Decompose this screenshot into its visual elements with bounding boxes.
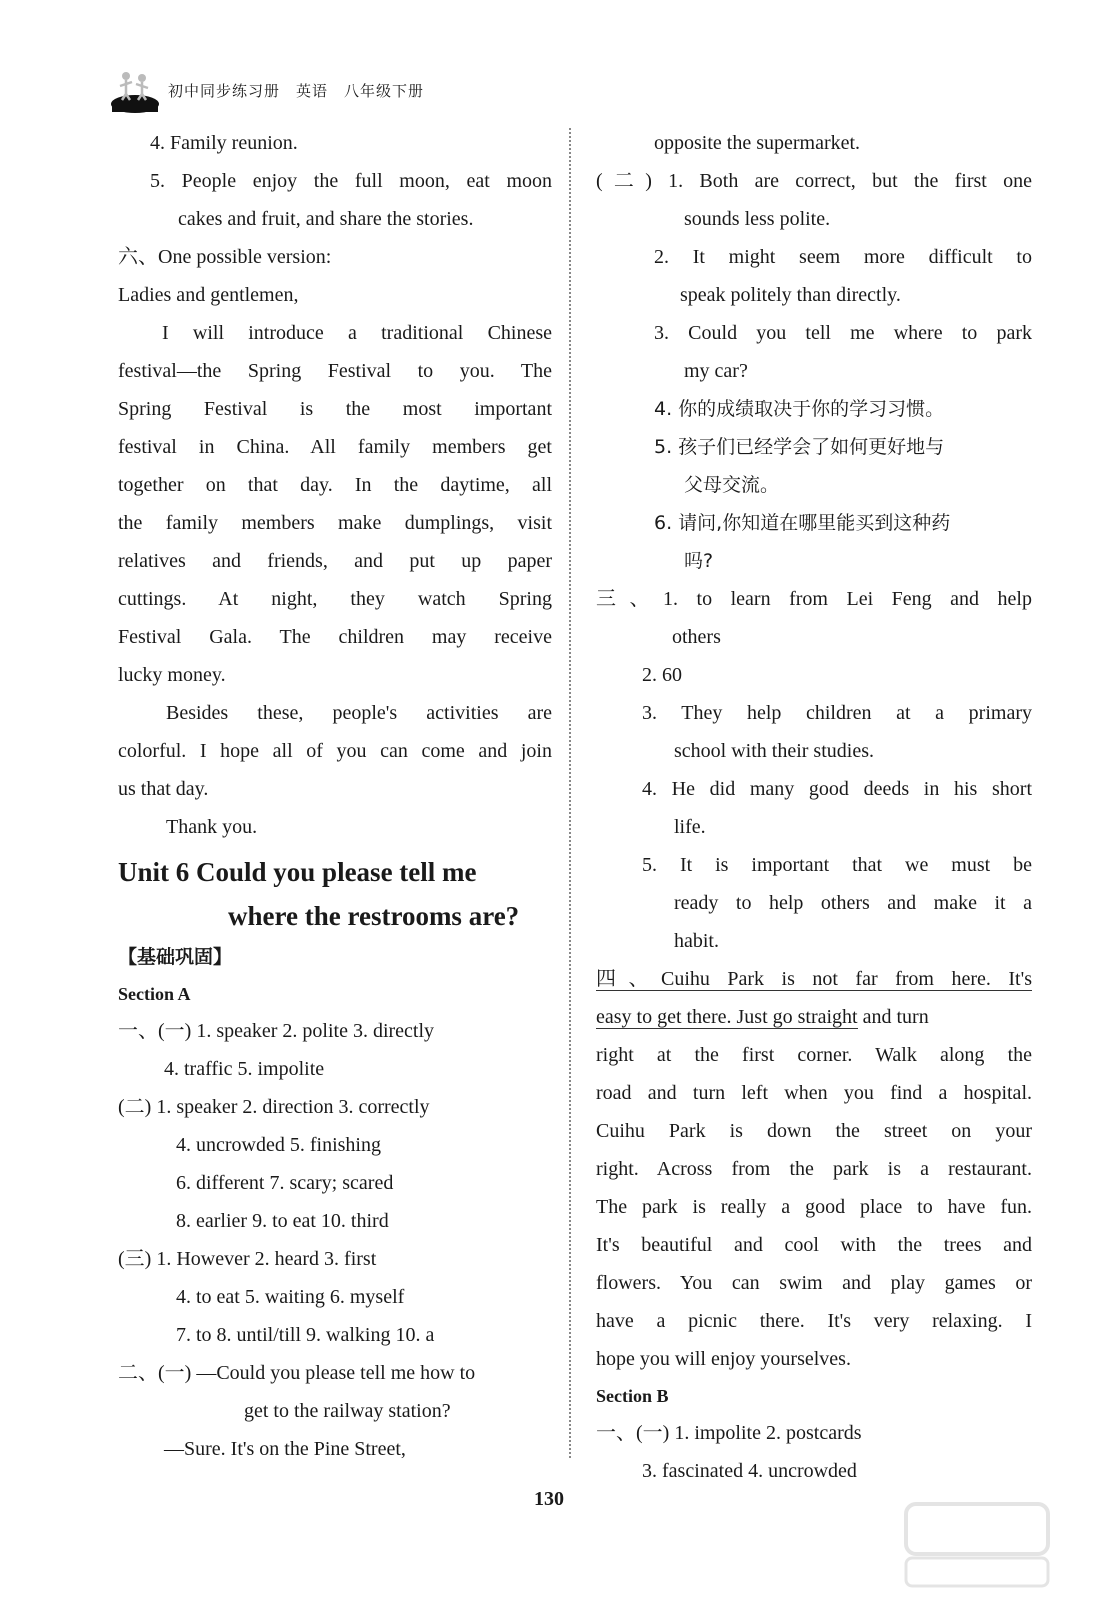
answer-line: 父母交流。	[684, 474, 780, 496]
answer-line: ready to help others and make it a	[674, 892, 1032, 914]
answer-line: 2. 60	[642, 664, 682, 686]
answer-line: speak politely than directly.	[680, 284, 901, 306]
unit-title-line2: where the restrooms are?	[228, 901, 520, 931]
answer-line: Spring Festival is the most important	[118, 398, 552, 420]
answer-line: 4. traffic 5. impolite	[164, 1058, 325, 1080]
essay-line: right at the first corner. Walk along the	[596, 1044, 1032, 1066]
answer-line: 3. Could you tell me where to park	[654, 322, 1032, 344]
answer-line: the family members make dumplings, visit	[118, 512, 552, 534]
answer-line: 二、(一) —Could you please tell me how to	[118, 1362, 476, 1384]
right-column	[596, 124, 1032, 1490]
answer-line: 六、One possible version:	[118, 246, 332, 268]
answer-line: colorful. I hope all of you can come and join	[118, 740, 552, 762]
answer-line: 4. uncrowded 5. finishing	[176, 1134, 381, 1156]
essay-underlined-1: 四、Cuihu Park is not far from here. It's	[596, 968, 1032, 990]
answer-line: life.	[674, 816, 706, 838]
section-a-heading: Section A	[118, 984, 191, 1004]
essay-body	[596, 1036, 1032, 1378]
essay-line: have a picnic there. It's very relaxing. I	[596, 1310, 1032, 1332]
essay-underlined-2: easy to get there. Just go straight	[596, 1006, 858, 1028]
answer-line: 8. earlier 9. to eat 10. third	[176, 1210, 389, 1232]
answer-line: opposite the supermarket.	[654, 132, 861, 154]
answer-line: cuttings. At night, they watch Spring	[118, 588, 552, 610]
answer-line: I will introduce a traditional Chinese	[162, 322, 552, 344]
essay-line: right. Across from the park is a restaurant.	[596, 1158, 1032, 1180]
answer-line: Ladies and gentlemen,	[118, 284, 299, 306]
page-number: 130	[534, 1488, 564, 1510]
answer-line: together on that day. In the daytime, all	[118, 474, 552, 496]
essay-line: Cuihu Park is down the street on your	[596, 1120, 1032, 1142]
essay-line: flowers. You can swim and play games or	[596, 1272, 1032, 1294]
essay-line: hope you will enjoy yourselves.	[596, 1348, 851, 1370]
essay-four-line1	[596, 960, 1032, 998]
answer-line: 吗?	[684, 550, 714, 572]
essay-line: road and turn left when you find a hospital.	[596, 1082, 1032, 1104]
answer-line: 2. It might seem more difficult to	[654, 246, 1032, 268]
answer-line: 4. 你的成绩取决于你的学习习惯。	[654, 398, 945, 420]
answer-line: 5. People enjoy the full moon, eat moon	[150, 170, 552, 192]
header-subject: 英语	[296, 82, 329, 100]
answer-line: us that day.	[118, 778, 209, 800]
unit-title-line1: Unit 6 Could you please tell me	[118, 857, 477, 887]
answer-line: (二) 1. speaker 2. direction 3. correctly	[118, 1096, 430, 1118]
answer-line: (三) 1. However 2. heard 3. first	[118, 1248, 377, 1270]
answer-line: 5. It is important that we must be	[642, 854, 1032, 876]
right-answer-lines	[596, 124, 1032, 960]
section-a-answers	[118, 1012, 552, 1468]
answer-line: others	[672, 626, 721, 648]
answer-line: relatives and friends, and put up paper	[118, 550, 552, 572]
essay-line2-rest: and turn	[857, 1006, 929, 1028]
header-book: 初中同步练习册	[168, 82, 281, 100]
header-title	[168, 80, 440, 101]
answer-line: lucky money.	[118, 664, 226, 686]
answer-line: 4. He did many good deeds in his short	[642, 778, 1032, 800]
column-divider	[569, 128, 571, 1458]
answer-line: 5. 孩子们已经学会了如何更好地与	[654, 436, 945, 458]
basic-section-heading: 【基础巩固】	[118, 946, 233, 968]
answer-line: Festival Gala. The children may receive	[118, 626, 552, 648]
answer-line: my car?	[684, 360, 748, 382]
section-b-answers	[596, 1414, 1032, 1490]
watermark-logo	[902, 1498, 1052, 1590]
answer-line: sounds less polite.	[684, 208, 831, 230]
answer-line: (二) 1. Both are correct, but the first one	[596, 170, 1032, 192]
page-header	[110, 68, 530, 118]
answer-line: 7. to 8. until/till 9. walking 10. a	[176, 1324, 435, 1346]
answer-line: 4. to eat 5. waiting 6. myself	[176, 1286, 405, 1308]
answer-line: —Sure. It's on the Pine Street,	[164, 1438, 406, 1460]
answer-line: Thank you.	[166, 816, 258, 838]
answer-line: 6. 请问,你知道在哪里能买到这种药	[654, 512, 951, 534]
header-grade: 八年级下册	[344, 82, 425, 100]
answer-line: festival—the Spring Festival to you. The	[118, 360, 552, 382]
answer-line: festival in China. All family members get	[118, 436, 552, 458]
book-logo-icon	[110, 68, 160, 116]
answer-line: 一、(一) 1. speaker 2. polite 3. directly	[118, 1020, 435, 1042]
answer-line: cakes and fruit, and share the stories.	[178, 208, 474, 230]
answer-line: 三、1. to learn from Lei Feng and help	[596, 588, 1032, 610]
essay-four-line2	[596, 998, 1032, 1036]
answer-line: 4. Family reunion.	[150, 132, 298, 154]
answer-line: 3. They help children at a primary	[642, 702, 1032, 724]
section-b-heading: Section B	[596, 1386, 669, 1406]
answer-line: 6. different 7. scary; scared	[176, 1172, 394, 1194]
answer-line: get to the railway station?	[244, 1400, 451, 1422]
essay-line: The park is really a good place to have fun.	[596, 1196, 1032, 1218]
answer-line: 一、(一) 1. impolite 2. postcards	[596, 1422, 862, 1444]
answer-line: Besides these, people's activities are	[166, 702, 552, 724]
left-column	[118, 124, 552, 1468]
essay-line: It's beautiful and cool with the trees and	[596, 1234, 1032, 1256]
answer-line: 3. fascinated 4. uncrowded	[642, 1460, 857, 1482]
left-answer-lines	[118, 124, 552, 846]
answer-line: school with their studies.	[674, 740, 874, 762]
answer-line: habit.	[674, 930, 719, 952]
